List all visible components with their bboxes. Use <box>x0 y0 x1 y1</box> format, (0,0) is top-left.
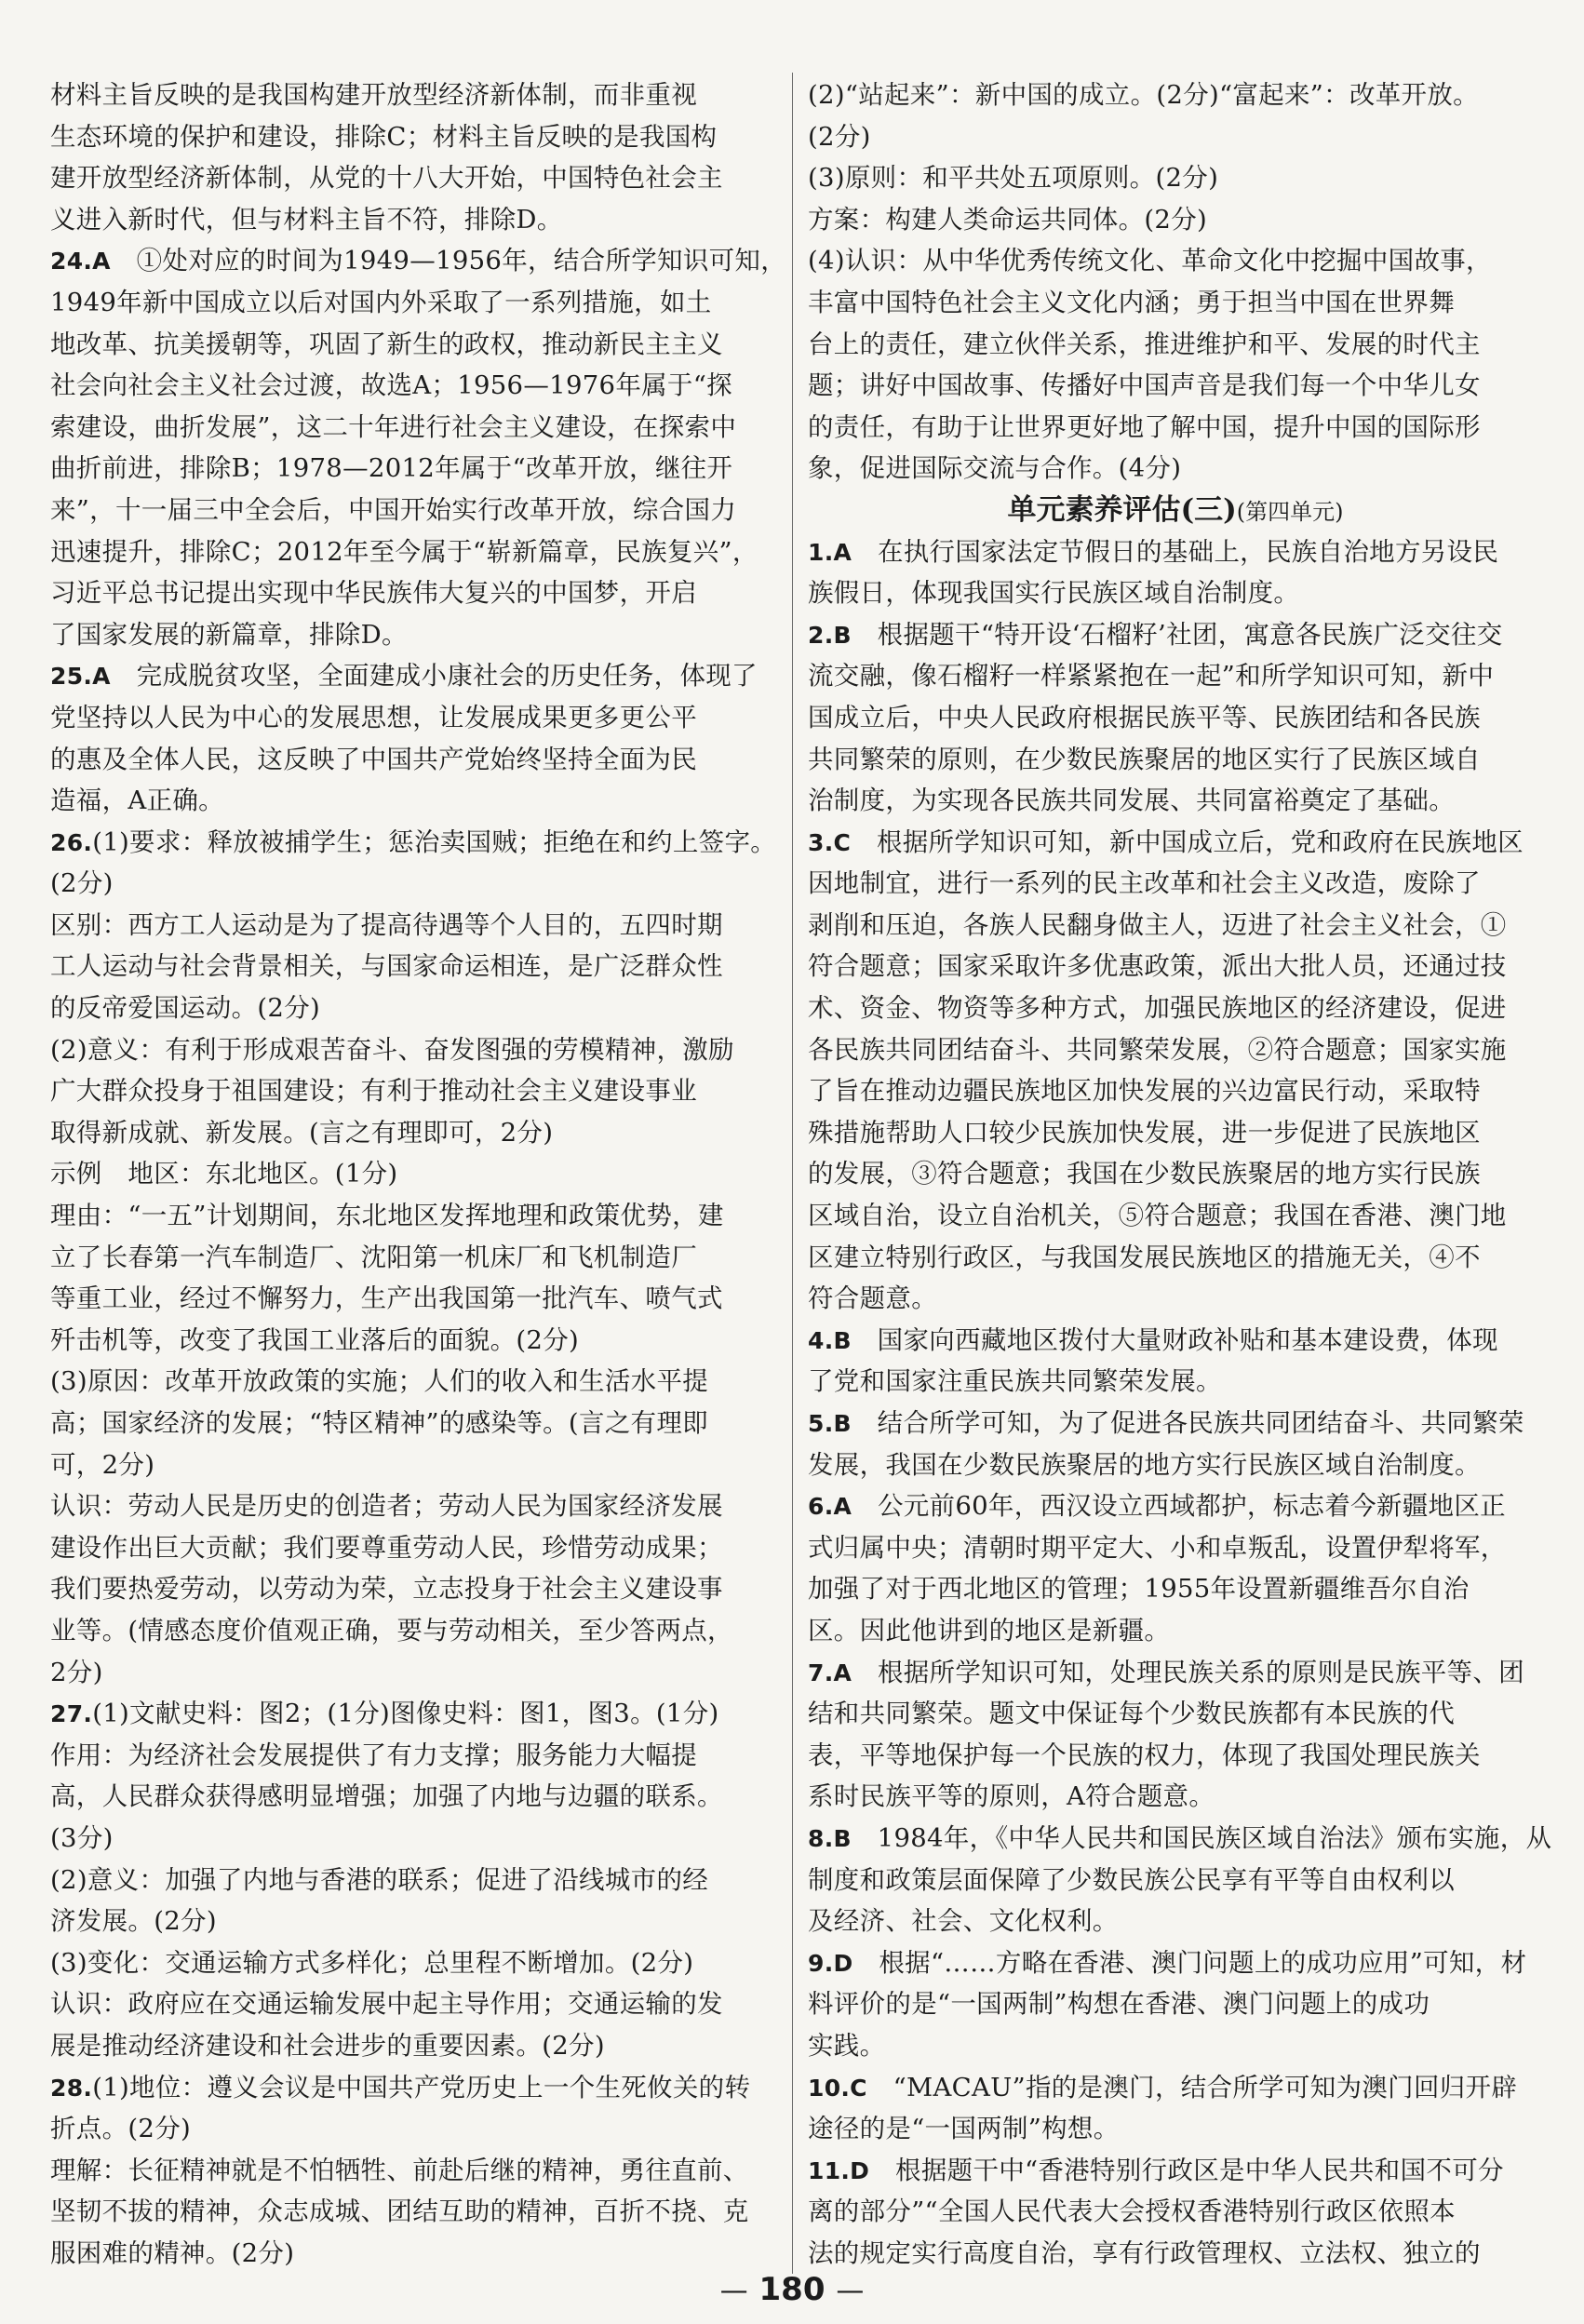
text-line: 认识：政府应在交通运输发展中起主导作用；交通运输的发 <box>50 1989 723 2020</box>
text-line: 因地制宜，进行一系列的民主改革和社会主义改造，废除了 <box>808 868 1481 899</box>
text-line: 2分) <box>50 1657 103 1687</box>
text-line: 了旨在推动边疆民族地区加快发展的兴边富民行动，采取特 <box>808 1076 1481 1107</box>
text-line: 生态环境的保护和建设，排除C；材料主旨反映的是我国构 <box>50 121 718 152</box>
text-line: 治制度，为实现各民族共同发展、共同富裕奠定了基础。 <box>808 786 1455 816</box>
text-line: 建开放型经济新体制，从党的十八大开始，中国特色社会主 <box>50 163 723 194</box>
text-line: 国成立后，中央人民政府根据民族平等、民族团结和各民族 <box>808 702 1481 732</box>
text-line: (2分) <box>50 868 114 899</box>
text-line: 实践。 <box>808 2030 886 2061</box>
text-line: 制度和政策层面保障了少数民族公民享有平等自由权利以 <box>808 1864 1455 1895</box>
text-line: 社会向社会主义社会过渡，故选A；1956—1976年属于“探 <box>50 370 732 401</box>
question-number: 10.C <box>808 2074 867 2102</box>
text-line: 系时民族平等的原则，A符合题意。 <box>808 1781 1215 1812</box>
text-line: 法的规定实行高度自治，享有行政管理权、立法权、独立的 <box>808 2237 1481 2268</box>
text-line: 料评价的是“一国两制”构想在香港、澳门问题上的成功 <box>808 1989 1430 2020</box>
text-line: 象，促进国际交流与合作。(4分) <box>808 453 1182 484</box>
text-line: 高；国家经济的发展；“特区精神”的感染等。(言之有理即 <box>50 1408 708 1438</box>
text-line: 区别：西方工人运动是为了提高待遇等个人目的，五四时期 <box>50 909 723 940</box>
text-line: (2分) <box>808 121 871 152</box>
text-line: 工人运动与社会背景相关，与国家命运相连，是广泛群众性 <box>50 951 723 982</box>
text-line: 共同繁荣的原则，在少数民族聚居的地区实行了民族区域自 <box>808 744 1481 774</box>
text-line: 材料主旨反映的是我国构建开放型经济新体制，而非重视 <box>50 80 697 110</box>
text-line: (4)认识：从中华优秀传统文化、革命文化中挖掘中国故事， <box>808 246 1492 276</box>
text-line: (2)意义：有利于形成艰苦奋斗、奋发图强的劳模精神，激励 <box>50 1034 734 1065</box>
text-line: 广大群众投身于祖国建设；有利于推动社会主义建设事业 <box>50 1076 697 1107</box>
text-line: 25.A 完成脱贫攻坚，全面建成小康社会的历史任务，体现了 <box>50 661 758 692</box>
text-line: 作用：为经济社会发展提供了有力支撑；服务能力大幅提 <box>50 1740 697 1770</box>
text-line: 28.(1)地位：遵义会议是中国共产党历史上一个生死攸关的转 <box>50 2072 751 2102</box>
text-line: 27.(1)文献史料：图2；(1分)图像史料：图1，图3。(1分) <box>50 1699 719 1729</box>
text-line: 11.D 根据题干中“香港特别行政区是中华人民共和国不可分 <box>808 2155 1504 2185</box>
text-line: 造福，A正确。 <box>50 786 224 816</box>
text-line: 途径的是“一国两制”构想。 <box>808 2114 1120 2144</box>
text-line: 地改革、抗美援朝等，巩固了新生的政权，推动新民主主义 <box>50 329 723 359</box>
question-number: 6.A <box>808 1493 852 1521</box>
text-line: 发展，我国在少数民族聚居的地方实行民族区域自治制度。 <box>808 1449 1481 1480</box>
text-line: 1949年新中国成立以后对国内外采取了一系列措施，如土 <box>50 287 712 317</box>
text-line: 及经济、社会、文化权利。 <box>808 1906 1119 1937</box>
right-column <box>808 74 1552 2274</box>
text-line: 区域自治，设立自治机关，⑤符合题意；我国在香港、澳门地 <box>808 1201 1507 1231</box>
text-line: 的发展，③符合题意；我国在少数民族聚居的地方实行民族 <box>808 1159 1481 1189</box>
text-line: 服困难的精神。(2分) <box>50 2237 295 2268</box>
question-number: 2.B <box>808 621 852 649</box>
text-line: (3分) <box>50 1822 114 1853</box>
question-number: 4.B <box>808 1326 852 1354</box>
question-number: 3.C <box>808 828 852 856</box>
text-line: 理解：长征精神就是不怕牺牲、前赴后继的精神，勇往直前、 <box>50 2155 749 2185</box>
text-line: 1.A 在执行国家法定节假日的基础上，民族自治地方另设民 <box>808 536 1499 567</box>
text-line: 殊措施帮助人口较少民族加快发展，进一步促进了民族地区 <box>808 1117 1481 1148</box>
text-line: 了党和国家注重民族共同繁荣发展。 <box>808 1366 1222 1397</box>
text-line: 台上的责任，建立伙伴关系，推进维护和平、发展的时代主 <box>808 329 1481 359</box>
page-number-dash-left: — <box>719 2275 748 2307</box>
text-line: (2)“站起来”：新中国的成立。(2分)“富起来”：改革开放。 <box>808 80 1479 110</box>
text-line: 立了长春第一汽车制造厂、沈阳第一机床厂和飞机制造厂 <box>50 1242 697 1272</box>
text-line: 离的部分”“全国人民代表大会授权香港特别行政区依照本 <box>808 2196 1456 2227</box>
text-line: 可，2分) <box>50 1449 155 1480</box>
question-number: 8.B <box>808 1824 852 1852</box>
text-line: 业等。(情感态度价值观正确，要与劳动相关，至少答两点， <box>50 1615 733 1646</box>
text-line: 区。因此他讲到的地区是新疆。 <box>808 1615 1171 1646</box>
text-line: 族假日，体现我国实行民族区域自治制度。 <box>808 578 1300 609</box>
column-divider <box>792 73 793 2274</box>
text-line: 建设作出巨大贡献；我们要尊重劳动人民，珍惜劳动成果； <box>50 1532 723 1563</box>
page-number <box>0 2271 1584 2308</box>
text-line: 表，平等地保护每一个民族的权力，体现了我国处理民族关 <box>808 1740 1481 1770</box>
text-line: 义进入新时代，但与材料主旨不符，排除D。 <box>50 204 563 235</box>
text-line: 迅速提升，排除C；2012年至今属于“崭新篇章，民族复兴”， <box>50 536 758 567</box>
text-line: 歼击机等，改变了我国工业落后的面貌。(2分) <box>50 1324 580 1355</box>
text-line: 坚韧不拔的精神，众志成城、团结互助的精神，百折不挠、克 <box>50 2196 749 2227</box>
text-line: 的反帝爱国运动。(2分) <box>50 993 321 1024</box>
page-number-value: 180 <box>758 2271 826 2308</box>
text-line: 4.B 国家向西藏地区拨付大量财政补贴和基本建设费，体现 <box>808 1324 1498 1355</box>
text-line: 2.B 根据题干“特开设‘石榴籽’社团，寓意各民族广泛交往交 <box>808 619 1503 650</box>
text-line: 等重工业，经过不懈努力，生产出我国第一批汽车、喷气式 <box>50 1283 723 1314</box>
text-line: 7.A 根据所学知识可知，处理民族关系的原则是民族平等、团 <box>808 1657 1524 1687</box>
text-line: 丰富中国特色社会主义文化内涵；勇于担当中国在世界舞 <box>808 287 1455 317</box>
text-line: 示例 地区：东北地区。(1分) <box>50 1159 398 1189</box>
text-line: 5.B 结合所学可知，为了促进各民族共同团结奋斗、共同繁荣 <box>808 1408 1524 1438</box>
text-line: (2)意义：加强了内地与香港的联系；促进了沿线城市的经 <box>50 1864 709 1895</box>
question-number: 27. <box>50 1700 93 1728</box>
text-line: 理由：“一五”计划期间，东北地区发挥地理和政策优势，建 <box>50 1201 724 1231</box>
text-line: 折点。(2分) <box>50 2114 192 2144</box>
text-line: 展是推动经济建设和社会进步的重要因素。(2分) <box>50 2030 605 2061</box>
question-number: 26. <box>50 828 93 856</box>
question-number: 7.A <box>808 1659 852 1686</box>
section-title-main: 单元素养评估(三) <box>1007 492 1237 527</box>
text-line: 的责任，有助于让世界更好地了解中国，提升中国的国际形 <box>808 411 1481 442</box>
text-line: 术、资金、物资等多种方式，加强民族地区的经济建设，促进 <box>808 993 1507 1024</box>
text-line: 符合题意；国家采取许多优惠政策，派出大批人员，还通过技 <box>808 951 1507 982</box>
text-line: 区建立特别行政区，与我国发展民族地区的措施无关，④不 <box>808 1242 1481 1272</box>
text-line: 了国家发展的新篇章，排除D。 <box>50 619 408 650</box>
text-line: (3)原因：改革开放政策的实施；人们的收入和生活水平提 <box>50 1366 709 1397</box>
text-line: 各民族共同团结奋斗、共同繁荣发展，②符合题意；国家实施 <box>808 1034 1507 1065</box>
text-line: 我们要热爱劳动，以劳动为荣，立志投身于社会主义建设事 <box>50 1574 723 1605</box>
text-line: 高，人民群众获得感明显增强；加强了内地与边疆的联系。 <box>50 1781 723 1812</box>
text-line: (3)变化：交通运输方式多样化；总里程不断增加。(2分) <box>50 1947 694 1978</box>
question-number: 5.B <box>808 1410 852 1437</box>
text-line: 结和共同繁荣。题文中保证每个少数民族都有本民族的代 <box>808 1699 1455 1729</box>
text-line: 3.C 根据所学知识可知，新中国成立后，党和政府在民族地区 <box>808 826 1524 857</box>
text-line: 6.A 公元前60年，西汉设立西域都护，标志着今新疆地区正 <box>808 1491 1506 1522</box>
text-line: 习近平总书记提出实现中华民族伟大复兴的中国梦，开启 <box>50 578 697 609</box>
text-line: 24.A ①处对应的时间为1949—1956年，结合所学知识可知， <box>50 246 787 276</box>
section-title-sub: (第四单元) <box>1236 498 1344 525</box>
text-line: 9.D 根据“……方略在香港、澳门问题上的成功应用”可知，材 <box>808 1947 1527 1978</box>
text-line: 式归属中央；清朝时期平定大、小和卓叛乱，设置伊犁将军， <box>808 1532 1507 1563</box>
text-line: 26.(1)要求：释放被捕学生；惩治卖国贼；拒绝在和约上签字。 <box>50 826 777 857</box>
text-line: 曲折前进，排除B；1978—2012年属于“改革开放，继往开 <box>50 453 733 484</box>
text-line: 符合题意。 <box>808 1283 937 1314</box>
question-number: 9.D <box>808 1949 853 1977</box>
text-line: 8.B 1984年，《中华人民共和国民族区域自治法》颁布实施，从 <box>808 1822 1552 1853</box>
text-line: 加强了对于西北地区的管理；1955年设置新疆维吾尔自治 <box>808 1574 1470 1605</box>
text-line: 流交融，像石榴籽一样紧紧抱在一起”和所学知识可知，新中 <box>808 661 1495 692</box>
text-line: 的惠及全体人民，这反映了中国共产党始终坚持全面为民 <box>50 744 697 774</box>
question-number: 11.D <box>808 2156 870 2184</box>
text-line: 10.C “MACAU”指的是澳门，结合所学可知为澳门回归开辟 <box>808 2072 1518 2102</box>
text-line: 剥削和压迫，各族人民翻身做主人，迈进了社会主义社会，① <box>808 909 1507 940</box>
text-line: 济发展。(2分) <box>50 1906 217 1937</box>
text-line: 党坚持以人民为中心的发展思想，让发展成果更多更公平 <box>50 702 697 732</box>
text-line: 来”，十一届三中全会后，中国开始实行改革开放，综合国力 <box>50 494 737 525</box>
text-line: 方案：构建人类命运共同体。(2分) <box>808 204 1208 235</box>
text-line: 取得新成就、新发展。(言之有理即可，2分) <box>50 1117 554 1148</box>
question-number: 24.A <box>50 248 111 275</box>
left-column <box>50 74 787 2274</box>
text-line: 索建设，曲折发展”，这二十年进行社会主义建设，在探索中 <box>50 411 737 442</box>
section-title <box>808 490 1543 531</box>
question-number: 1.A <box>808 538 852 566</box>
text-line: 认识：劳动人民是历史的创造者；劳动人民为国家经济发展 <box>50 1491 723 1522</box>
page-number-dash-right: — <box>836 2275 865 2307</box>
text-line: (3)原则：和平共处五项原则。(2分) <box>808 163 1219 194</box>
text-line: 题；讲好中国故事、传播好中国声音是我们每一个中华儿女 <box>808 370 1481 401</box>
question-number: 28. <box>50 2074 93 2102</box>
question-number: 25.A <box>50 663 111 691</box>
